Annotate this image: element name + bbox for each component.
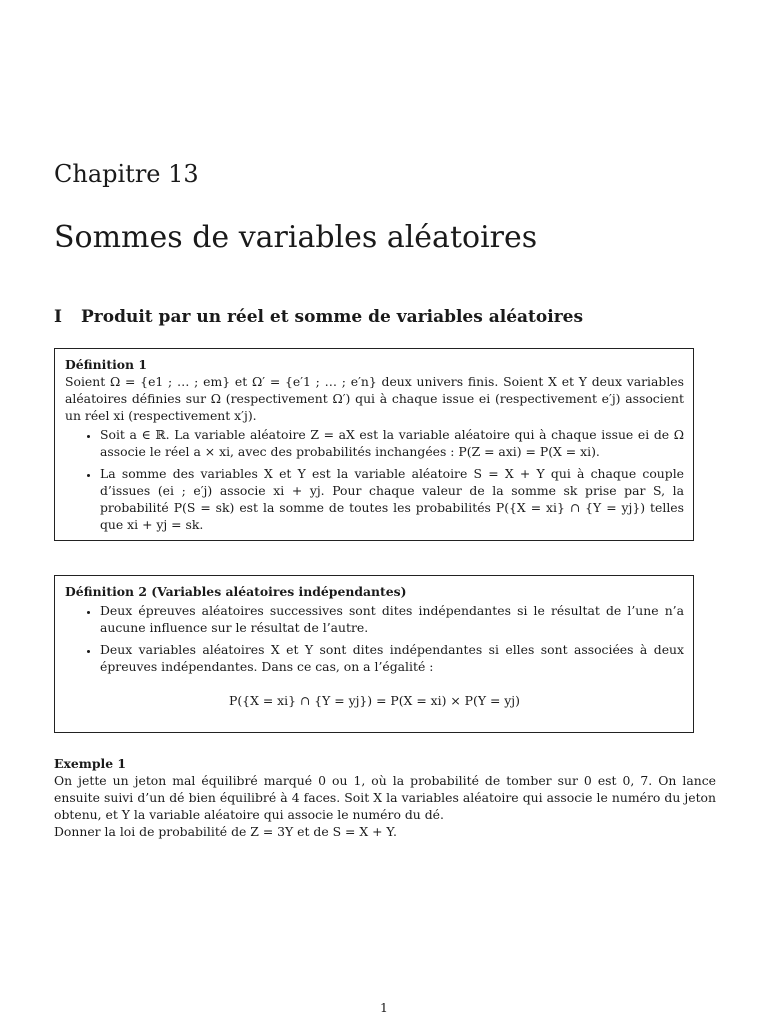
definition-1-list — [65, 426, 684, 533]
section-title: Produit par un réel et somme de variables aléatoires — [81, 307, 584, 327]
chapter-title: Sommes de variables aléatoires — [54, 220, 538, 255]
chapter-label: Chapitre 13 — [54, 160, 199, 188]
definition-2-list — [65, 602, 684, 675]
definition-1-intro: Soient Ω = {e1 ; … ; em} et Ω′ = {e′1 ; … ; e′n} deux univers finis. Soient X et Y deux variables aléatoires définies sur Ω (respectivement Ω′) qui à chaque issue ei (respectivement e′j) associent un réel xi (respectivement x′j). — [65, 374, 684, 423]
definition-2-box — [54, 575, 694, 733]
definition-2-item-variables: • Deux variables aléatoires X et Y sont dites indépendantes si elles sont associées à deux épreuves indépendantes. Dans ce cas, on a l’égalité : — [100, 641, 684, 675]
section-number: I — [54, 307, 62, 327]
example-1-title: Exemple 1 — [54, 756, 127, 771]
definition-1-box — [54, 348, 694, 541]
definition-2-item-epreuves: • Deux épreuves aléatoires successives sont dites indépendantes si le résultat de l’une n’a aucune influence sur le résultat de l’autre. — [100, 602, 684, 636]
example-1-text: On jette un jeton mal équilibré marqué 0 ou 1, où la probabilité de tomber sur 0 est 0, 7. On lance ensuite suivi d’un dé bien équilibré à 4 faces. Soit X la variables aléatoire qui associe le numéro du jeton obtenu, et Y la variable aléatoire qui associe le numéro du dé. — [54, 773, 716, 822]
page-number: 1 — [380, 1000, 388, 1015]
example-1-question: Donner la loi de probabilité de Z = 3Y et de S = X + Y. — [54, 824, 397, 839]
definition-1-item-sum: • La somme des variables X et Y est la variable aléatoire S = X + Y qui à chaque couple d’issues (ei ; e′j) associe xi + yj. Pour chaque valeur de la somme sk prise par S, la probabilité P(S = sk) est la somme de toutes les probabilités P({X = xi} ∩ {Y = yj}) telles que xi + yj = sk. — [100, 465, 684, 533]
independence-equation: P({X = xi} ∩ {Y = yj}) = P(X = xi) × P(Y = yj) — [229, 693, 520, 708]
definition-1-title: Définition 1 — [65, 357, 147, 372]
definition-1-item-scalar: • Soit a ∈ ℝ. La variable aléatoire Z = aX est la variable aléatoire qui à chaque issue ei de Ω associe le réel a × xi, avec des probabilités inchangées : P(Z = axi) = P(X = xi). — [100, 426, 684, 460]
section-heading — [54, 307, 583, 327]
example-1 — [54, 755, 716, 840]
definition-2-title: Définition 2 (Variables aléatoires indépendantes) — [65, 584, 407, 599]
